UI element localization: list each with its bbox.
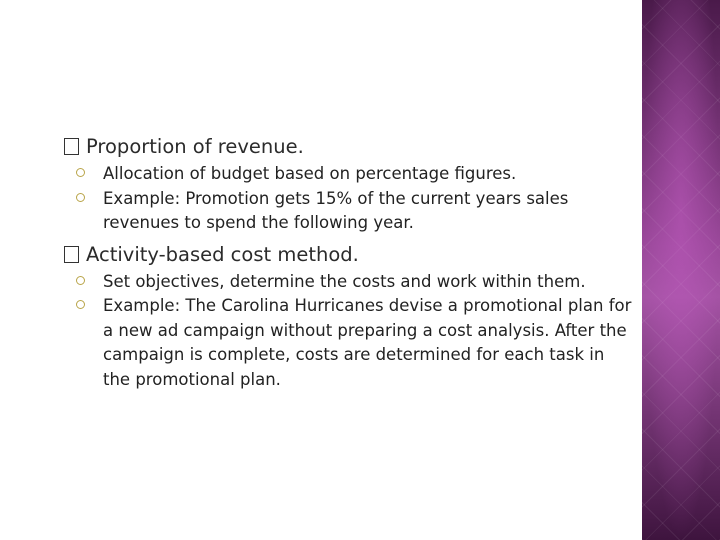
section-heading-activity <box>64 242 634 268</box>
list-item-text: Allocation of budget based on percentage figures. <box>103 164 517 183</box>
list-item-text: Example: The Carolina Hurricanes devise a promotional plan for a new ad campaign without preparing a cost analysis. After the campaign is complete, costs are determined for each task in the promotional plan. <box>103 296 632 389</box>
list-item <box>64 187 634 236</box>
circle-bullet-icon <box>76 276 85 285</box>
bullet-list-proportion <box>64 162 634 236</box>
section-heading-text: Proportion of revenue. <box>86 135 304 158</box>
list-item <box>64 270 634 295</box>
decorative-side-panel <box>642 0 720 540</box>
section-heading-proportion <box>64 134 634 160</box>
circle-bullet-icon <box>76 300 85 309</box>
list-item <box>64 162 634 187</box>
slide-body <box>64 134 634 398</box>
missing-glyph-icon <box>64 246 79 263</box>
circle-bullet-icon <box>76 193 85 202</box>
bullet-list-activity <box>64 270 634 393</box>
section-heading-text: Activity-based cost method. <box>86 242 359 266</box>
circle-bullet-icon <box>76 168 85 177</box>
list-item-text: Set objectives, determine the costs and work within them. <box>103 271 586 291</box>
list-item-text: Example: Promotion gets 15% of the current years sales revenues to spend the following year. <box>103 188 569 232</box>
list-item <box>64 294 634 392</box>
missing-glyph-icon <box>64 138 79 155</box>
